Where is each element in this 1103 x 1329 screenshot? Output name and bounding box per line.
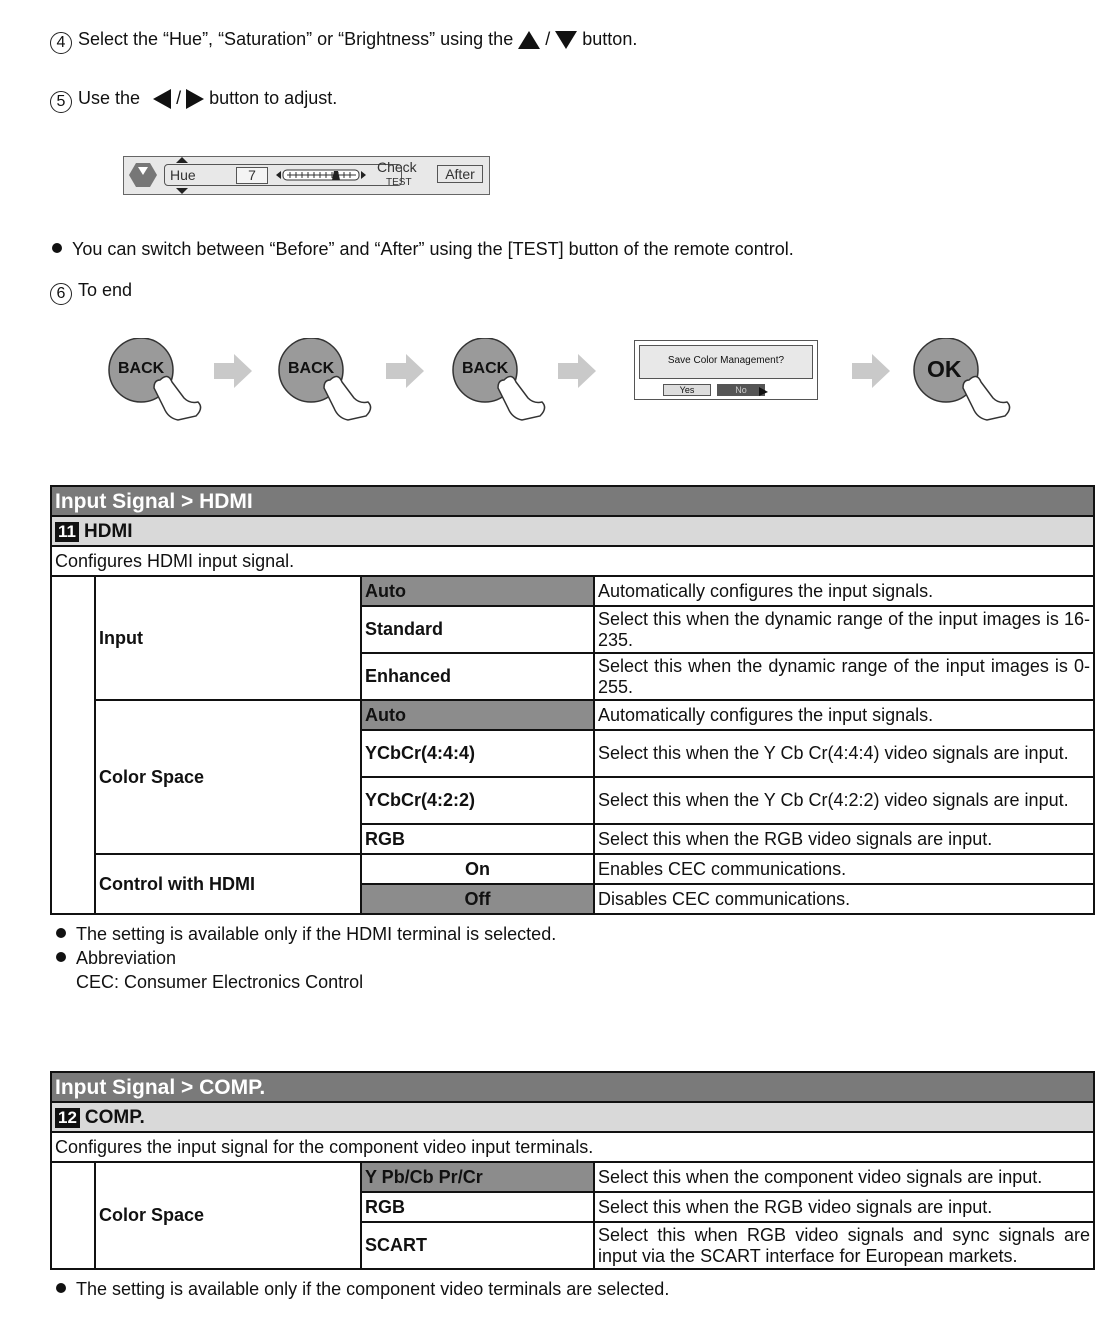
arrow-right-icon [852, 354, 892, 388]
param-color-space: Color Space [95, 1162, 361, 1269]
cursor-icon [759, 387, 769, 397]
back-circle-icon [278, 338, 378, 422]
switch-note: You can switch between “Before” and “After” using the [TEST] button of the remote control. [52, 238, 794, 260]
section-number: 11 [55, 522, 79, 542]
param-input: Input [95, 576, 361, 700]
step-number: 6 [50, 283, 72, 305]
hdmi-table [50, 485, 1095, 915]
arrow-right-icon [558, 354, 598, 388]
option-desc: Select this when the RGB video signals are input. [594, 824, 1094, 854]
after-button[interactable]: After [437, 165, 483, 183]
dialog-question: Save Color Management? [667, 355, 785, 366]
hexagon-icon [128, 161, 158, 189]
test-label: TEST [386, 177, 412, 188]
comp-table [50, 1071, 1095, 1270]
option-ycbcr444[interactable]: YCbCr(4:4:4) [361, 730, 594, 777]
arrow-right-icon [214, 354, 254, 388]
comp-note: The setting is available only if the component video terminals are selected. [56, 1278, 669, 1300]
option-desc: Select this when the Y Cb Cr(4:2:2) video signals are input. [594, 777, 1094, 824]
back-button-2[interactable]: BACK [278, 338, 378, 418]
right-arrow-icon [186, 89, 204, 109]
bullet-icon [56, 1283, 66, 1293]
section-title: 12 COMP. [51, 1102, 1094, 1132]
option-ypbpr[interactable]: Y Pb/Cb Pr/Cr [361, 1162, 594, 1192]
option-scart[interactable]: SCART [361, 1222, 594, 1269]
slider-track[interactable] [276, 167, 366, 183]
option-rgb[interactable]: RGB [361, 824, 594, 854]
option-desc: Select this when the RGB video signals are input. [594, 1192, 1094, 1222]
down-small-icon [176, 188, 188, 194]
param-name: Hue [170, 167, 196, 183]
left-arrow-icon [153, 89, 171, 109]
section-description: Configures HDMI input signal. [51, 546, 1094, 576]
hdmi-note-2: Abbreviation [56, 947, 176, 969]
step-number: 5 [50, 91, 72, 113]
ok-button[interactable]: OK [913, 338, 1018, 422]
option-desc: Select this when the dynamic range of the input images is 0-255. [594, 653, 1094, 700]
bullet-icon [52, 243, 62, 253]
back-button-3[interactable]: BACK [452, 338, 552, 418]
bullet-icon [56, 928, 66, 938]
param-color-space: Color Space [95, 700, 361, 854]
option-auto[interactable]: Auto [361, 700, 594, 730]
option-desc: Enables CEC communications. [594, 854, 1094, 884]
up-small-icon [176, 157, 188, 163]
hdmi-note-3: CEC: Consumer Electronics Control [76, 972, 364, 992]
section-header: Input Signal > HDMI [51, 486, 1094, 516]
option-off[interactable]: Off [361, 884, 594, 914]
hdmi-note-1: The setting is available only if the HDMI terminal is selected. [56, 923, 556, 945]
section-title: 11 HDMI [51, 516, 1094, 546]
option-on[interactable]: On [361, 854, 594, 884]
step-4: 4 Select the “Hue”, “Saturation” or “Brightness” using the / button. [50, 28, 637, 54]
up-arrow-icon [518, 31, 540, 49]
back-circle-icon [452, 338, 552, 422]
option-desc: Disables CEC communications. [594, 884, 1094, 914]
option-desc: Select this when the dynamic range of the input images is 16-235. [594, 606, 1094, 653]
section-description: Configures the input signal for the component video input terminals. [51, 1132, 1094, 1162]
option-desc: Select this when RGB video signals and sync signals are input via the SCART interface for European markets. [594, 1222, 1094, 1269]
no-button[interactable]: No [717, 384, 765, 396]
end-sequence [0, 330, 1103, 430]
option-desc: Select this when the Y Cb Cr(4:4:4) video signals are input. [594, 730, 1094, 777]
arrow-right-icon [386, 354, 426, 388]
option-auto[interactable]: Auto [361, 576, 594, 606]
section-number: 12 [55, 1108, 80, 1128]
down-arrow-icon [555, 31, 577, 49]
option-desc: Automatically configures the input signals. [594, 576, 1094, 606]
step-6: 6 To end [50, 279, 132, 305]
save-dialog [634, 340, 818, 400]
section-header: Input Signal > COMP. [51, 1072, 1094, 1102]
yes-button[interactable]: Yes [663, 384, 711, 396]
back-button-1[interactable]: BACK [108, 338, 208, 418]
osd-adjust-bar [123, 156, 490, 195]
back-circle-icon [108, 338, 208, 422]
step-5: 5 Use the / button to adjust. [50, 87, 337, 113]
option-ycbcr422[interactable]: YCbCr(4:2:2) [361, 777, 594, 824]
option-enhanced[interactable]: Enhanced [361, 653, 594, 700]
option-desc: Select this when the component video signals are input. [594, 1162, 1094, 1192]
param-control-with-hdmi: Control with HDMI [95, 854, 361, 914]
check-label: Check [377, 159, 417, 175]
option-rgb[interactable]: RGB [361, 1192, 594, 1222]
param-value: 7 [236, 167, 268, 184]
step-number: 4 [50, 32, 72, 54]
option-desc: Automatically configures the input signals. [594, 700, 1094, 730]
bullet-icon [56, 952, 66, 962]
option-standard[interactable]: Standard [361, 606, 594, 653]
